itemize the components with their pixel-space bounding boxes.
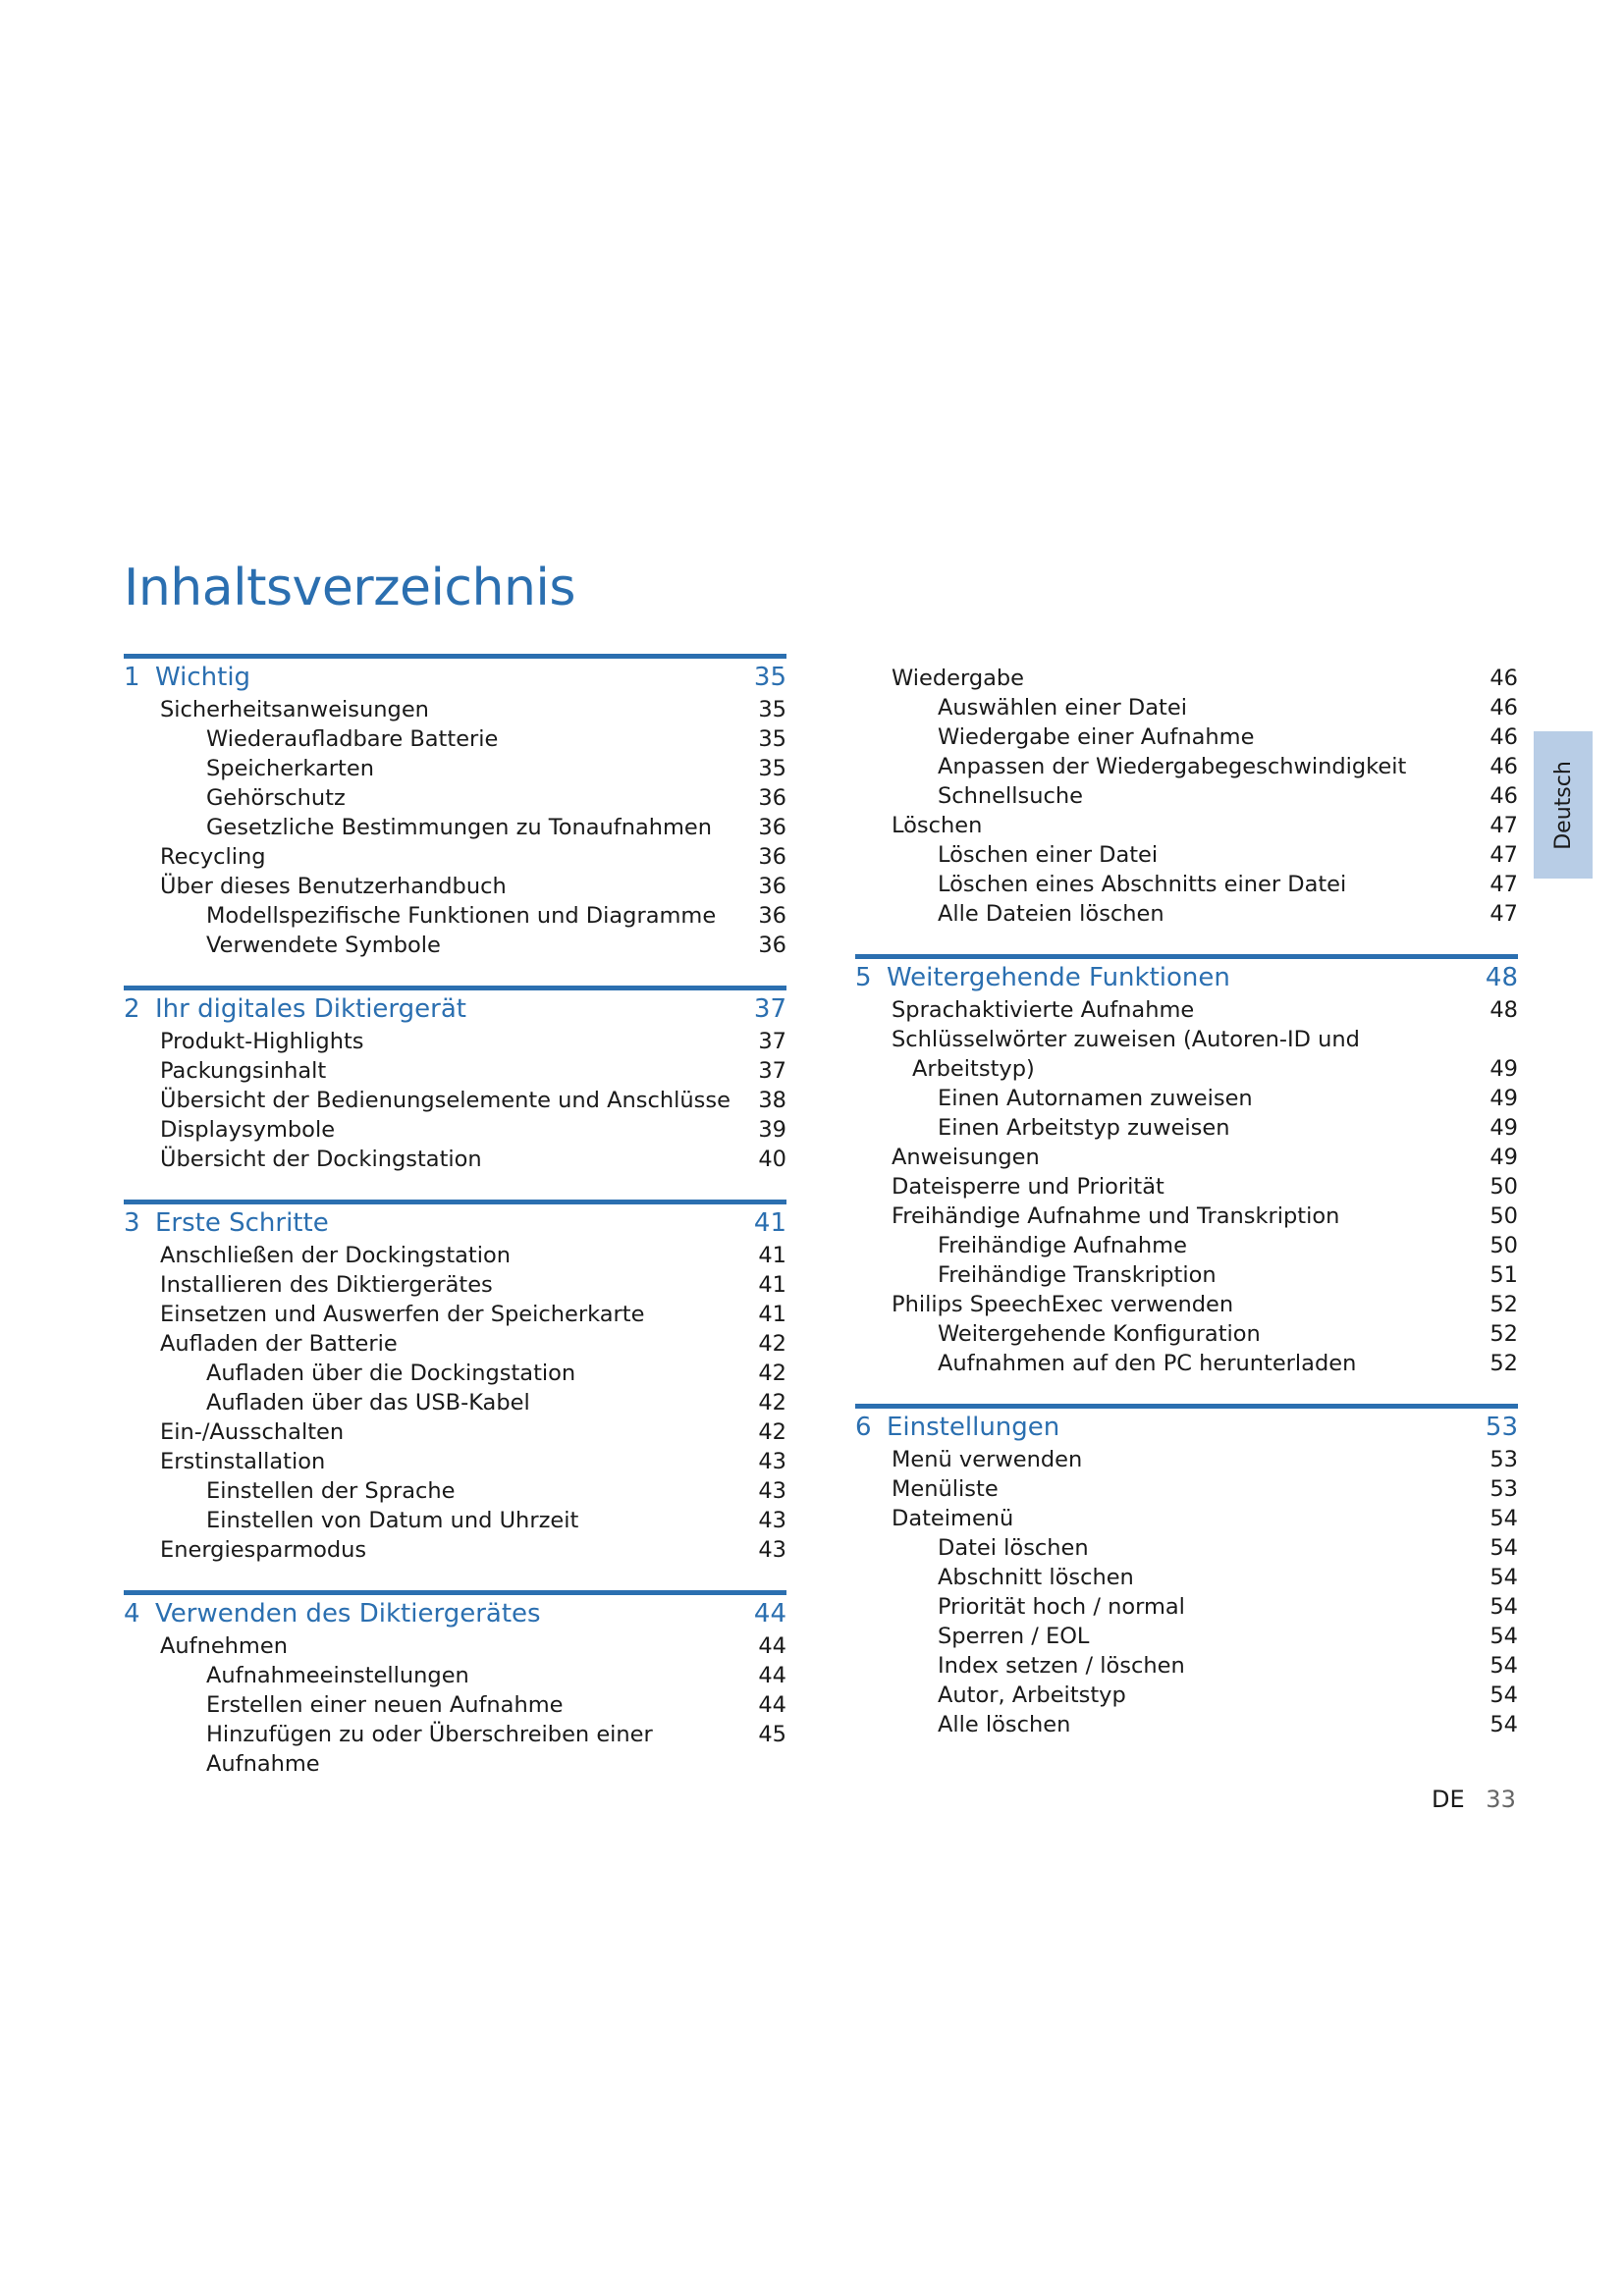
- toc-entry[interactable]: [124, 1329, 786, 1359]
- entry-title: Hinzufügen zu oder Überschreiben einer Aufnahme: [206, 1722, 653, 1777]
- toc-entry[interactable]: [855, 1651, 1518, 1681]
- section-heading: [855, 960, 1230, 995]
- section-heading: [124, 991, 466, 1027]
- entry-page-number: 36: [758, 844, 786, 870]
- section-page-number: 37: [753, 994, 786, 1024]
- entry-page-number: 43: [758, 1449, 786, 1474]
- entry-title: Freihändige Aufnahme: [938, 1233, 1187, 1258]
- toc-entry[interactable]: [124, 1359, 786, 1388]
- toc-entry[interactable]: [855, 664, 1518, 693]
- toc-entry[interactable]: [124, 1447, 786, 1476]
- entry-page-number: 49: [1489, 1145, 1518, 1170]
- toc-right-column: [855, 664, 1518, 1765]
- toc-section: [124, 654, 786, 960]
- entry-page-number: 44: [758, 1663, 786, 1688]
- entry-page-number: 49: [1489, 1086, 1518, 1111]
- toc-left-column: [124, 654, 786, 1804]
- toc-entry[interactable]: [124, 783, 786, 813]
- entry-page-number: 46: [1489, 666, 1518, 691]
- entry-title: Energiesparmodus: [160, 1537, 367, 1563]
- toc-entry[interactable]: [855, 1622, 1518, 1651]
- entry-page-number: 42: [758, 1419, 786, 1445]
- toc-entry[interactable]: [124, 1241, 786, 1270]
- section-heading: [124, 660, 250, 695]
- toc-entry[interactable]: [855, 899, 1518, 929]
- entry-title: Menü verwenden: [892, 1447, 1083, 1472]
- section-title: Verwenden des Diktiergerätes: [155, 1599, 541, 1629]
- entry-page-number: 35: [758, 756, 786, 781]
- entry-page-number: 46: [1489, 695, 1518, 721]
- entry-page-number: 36: [758, 785, 786, 811]
- section-heading: [124, 1596, 541, 1631]
- section-title: Erste Schritte: [155, 1208, 329, 1238]
- toc-entry[interactable]: [124, 1388, 786, 1417]
- entry-page-number: 54: [1489, 1594, 1518, 1620]
- section-number: 5: [855, 963, 872, 992]
- entry-page-number: 35: [758, 726, 786, 752]
- entry-page-number: 44: [758, 1692, 786, 1718]
- section-title: Einstellungen: [887, 1413, 1060, 1442]
- entry-title: Alle Dateien löschen: [938, 901, 1164, 927]
- section-title: Wichtig: [155, 663, 251, 692]
- entry-page-number: 53: [1489, 1447, 1518, 1472]
- toc-entry[interactable]: [855, 995, 1518, 1025]
- entry-page-number: 51: [1489, 1262, 1518, 1288]
- entry-title: Displaysymbole: [160, 1117, 336, 1143]
- section-title: Weitergehende Funktionen: [887, 963, 1230, 992]
- section-page-number: 35: [753, 663, 786, 692]
- entry-title: Sicherheitsanweisungen: [160, 697, 429, 722]
- entry-page-number: 36: [758, 903, 786, 929]
- toc-entry[interactable]: [124, 1027, 786, 1056]
- toc-entry[interactable]: [855, 1319, 1518, 1349]
- toc-entry[interactable]: [855, 1445, 1518, 1474]
- entry-page-number: 49: [1489, 1056, 1518, 1082]
- entry-title: Löschen eines Abschnitts einer Datei: [938, 872, 1347, 897]
- entry-page-number: 47: [1489, 813, 1518, 838]
- entry-title: Autor, Arbeitstyp: [938, 1682, 1126, 1708]
- toc-entry[interactable]: [855, 1113, 1518, 1143]
- entry-page-number: 52: [1489, 1321, 1518, 1347]
- entry-title: Auswählen einer Datei: [938, 695, 1187, 721]
- page-number: 33: [1486, 1786, 1516, 1813]
- entry-page-number: 54: [1489, 1624, 1518, 1649]
- entry-page-number: 50: [1489, 1203, 1518, 1229]
- entry-title: Aufladen über das USB-Kabel: [206, 1390, 530, 1415]
- toc-entry[interactable]: [855, 1710, 1518, 1739]
- entry-title: Dateimenü: [892, 1506, 1014, 1531]
- section-header[interactable]: [124, 1590, 786, 1631]
- entry-page-number: 47: [1489, 901, 1518, 927]
- toc-entry[interactable]: [124, 724, 786, 754]
- entry-title: Priorität hoch / normal: [938, 1594, 1185, 1620]
- toc-entry[interactable]: [124, 1300, 786, 1329]
- entry-title: Recycling: [160, 844, 266, 870]
- toc-entry[interactable]: [124, 1535, 786, 1565]
- entry-page-number: 46: [1489, 754, 1518, 779]
- section-number: 2: [124, 994, 140, 1024]
- toc-entry[interactable]: [855, 870, 1518, 899]
- entry-page-number: 36: [758, 933, 786, 958]
- toc-entry[interactable]: [124, 1417, 786, 1447]
- toc-entry[interactable]: [855, 1592, 1518, 1622]
- entry-title: Sprachaktivierte Aufnahme: [892, 997, 1195, 1023]
- toc-entry[interactable]: [124, 1506, 786, 1535]
- toc-entry[interactable]: [855, 1290, 1518, 1319]
- entry-title: Dateisperre und Priorität: [892, 1174, 1164, 1200]
- entry-page-number: 41: [758, 1243, 786, 1268]
- section-page-number: 48: [1485, 963, 1518, 992]
- entry-title: Einen Autornamen zuweisen: [938, 1086, 1253, 1111]
- entry-page-number: 52: [1489, 1292, 1518, 1317]
- section-title: Ihr digitales Diktiergerät: [155, 994, 466, 1024]
- toc-entry[interactable]: [124, 813, 786, 842]
- toc-entry[interactable]: [124, 1661, 786, 1690]
- entry-page-number: 39: [758, 1117, 786, 1143]
- entry-title: Menüliste: [892, 1476, 999, 1502]
- entry-title: Erstinstallation: [160, 1449, 326, 1474]
- toc-entry[interactable]: [855, 722, 1518, 752]
- toc-entry[interactable]: [855, 1349, 1518, 1378]
- entry-page-number: 46: [1489, 724, 1518, 750]
- toc-entry[interactable]: [124, 754, 786, 783]
- entry-title: Packungsinhalt: [160, 1058, 327, 1084]
- entry-page-number: 49: [1489, 1115, 1518, 1141]
- entry-title: Einstellen von Datum und Uhrzeit: [206, 1508, 579, 1533]
- entry-title: Aufnahmen auf den PC herunterladen: [938, 1351, 1357, 1376]
- toc-entry[interactable]: [855, 1084, 1518, 1113]
- entry-page-number: 54: [1489, 1682, 1518, 1708]
- toc-entry[interactable]: [855, 1054, 1518, 1084]
- page-footer: [1432, 1786, 1516, 1813]
- entry-title: Gehörschutz: [206, 785, 346, 811]
- section-header[interactable]: [124, 1200, 786, 1241]
- toc-entry[interactable]: [855, 1231, 1518, 1260]
- entry-page-number: 54: [1489, 1653, 1518, 1679]
- entry-title: Gesetzliche Bestimmungen zu Tonaufnahmen: [206, 815, 713, 840]
- section-heading: [124, 1205, 329, 1241]
- footer-language: DE: [1432, 1786, 1465, 1813]
- entry-page-number: 40: [758, 1147, 786, 1172]
- toc-entry[interactable]: [855, 693, 1518, 722]
- toc-entry[interactable]: [855, 811, 1518, 840]
- section-header[interactable]: [124, 654, 786, 695]
- section-page-number: 53: [1485, 1413, 1518, 1442]
- entry-page-number: 38: [758, 1088, 786, 1113]
- entry-title: Anschließen der Dockingstation: [160, 1243, 512, 1268]
- toc-section: [855, 664, 1518, 929]
- entry-title: Einen Arbeitstyp zuweisen: [938, 1115, 1230, 1141]
- toc-entry[interactable]: [124, 1270, 786, 1300]
- toc-section: [124, 1590, 786, 1779]
- entry-page-number: 42: [758, 1390, 786, 1415]
- toc-entry[interactable]: [124, 1145, 786, 1174]
- entry-page-number: 50: [1489, 1174, 1518, 1200]
- section-page-number: 44: [753, 1599, 786, 1629]
- toc-section: [124, 986, 786, 1174]
- toc-entry[interactable]: [855, 840, 1518, 870]
- entry-page-number: 42: [758, 1361, 786, 1386]
- entry-title: Anweisungen: [892, 1145, 1040, 1170]
- entry-title: Produkt-Highlights: [160, 1029, 364, 1054]
- entry-page-number: 54: [1489, 1565, 1518, 1590]
- entry-page-number: [1487, 1025, 1518, 1054]
- toc-entry[interactable]: [855, 752, 1518, 781]
- entry-title: Aufladen der Batterie: [160, 1331, 398, 1357]
- section-header[interactable]: [855, 954, 1518, 995]
- toc-entry[interactable]: [855, 1504, 1518, 1533]
- toc-entry[interactable]: [124, 931, 786, 960]
- toc-entry[interactable]: [124, 901, 786, 931]
- entry-page-number: 46: [1489, 783, 1518, 809]
- entry-title: Index setzen / löschen: [938, 1653, 1185, 1679]
- entry-title: Übersicht der Bedienungselemente und Anschlüsse: [160, 1088, 731, 1113]
- entry-title: Löschen einer Datei: [938, 842, 1159, 868]
- entry-title: Installieren des Diktiergerätes: [160, 1272, 493, 1298]
- toc-entry[interactable]: [855, 1474, 1518, 1504]
- section-number: 4: [124, 1599, 140, 1629]
- entry-title: Über dieses Benutzerhandbuch: [160, 874, 507, 899]
- section-number: 1: [124, 663, 140, 692]
- entry-title: Aufnahmeeinstellungen: [206, 1663, 469, 1688]
- entry-page-number: 37: [758, 1029, 786, 1054]
- entry-page-number: 54: [1489, 1506, 1518, 1531]
- entry-page-number: 44: [758, 1633, 786, 1659]
- toc-entry[interactable]: [855, 1025, 1518, 1054]
- entry-title: Anpassen der Wiedergabegeschwindigkeit: [938, 754, 1407, 779]
- entry-page-number: 54: [1489, 1712, 1518, 1737]
- entry-title: Erstellen einer neuen Aufnahme: [206, 1692, 564, 1718]
- entry-page-number: 47: [1489, 872, 1518, 897]
- entry-page-number: 45: [758, 1722, 786, 1747]
- toc-entry[interactable]: [855, 1172, 1518, 1201]
- toc-entry[interactable]: [124, 1056, 786, 1086]
- toc-section: [124, 1200, 786, 1565]
- toc-section: [855, 954, 1518, 1378]
- entry-page-number: 52: [1489, 1351, 1518, 1376]
- entry-title: Schlüsselwörter zuweisen (Autoren-ID und: [892, 1027, 1360, 1052]
- entry-page-number: 48: [1489, 997, 1518, 1023]
- entry-title: Ein-/Ausschalten: [160, 1419, 345, 1445]
- toc-section: [855, 1404, 1518, 1739]
- toc-entry[interactable]: [855, 1201, 1518, 1231]
- toc-entry[interactable]: [124, 1115, 786, 1145]
- entry-page-number: 43: [758, 1537, 786, 1563]
- entry-title: Löschen: [892, 813, 983, 838]
- entry-title: Aufladen über die Dockingstation: [206, 1361, 576, 1386]
- entry-title: Freihändige Transkription: [938, 1262, 1217, 1288]
- entry-title: Wiederaufladbare Batterie: [206, 726, 499, 752]
- entry-title: Modellspezifische Funktionen und Diagramme: [206, 903, 717, 929]
- section-number: 6: [855, 1413, 872, 1442]
- toc-entry[interactable]: [124, 1690, 786, 1720]
- toc-entry[interactable]: [855, 1143, 1518, 1172]
- toc-entry[interactable]: [855, 1681, 1518, 1710]
- entry-page-number: 53: [1489, 1476, 1518, 1502]
- entry-title: Weitergehende Konfiguration: [938, 1321, 1261, 1347]
- entry-title: Aufnehmen: [160, 1633, 288, 1659]
- toc-entry[interactable]: [124, 842, 786, 872]
- entry-title: Sperren / EOL: [938, 1624, 1090, 1649]
- section-heading: [855, 1410, 1059, 1445]
- entry-page-number: 43: [758, 1508, 786, 1533]
- entry-page-number: 41: [758, 1272, 786, 1298]
- entry-title: Arbeitstyp): [912, 1056, 1035, 1082]
- toc-entry[interactable]: [855, 1563, 1518, 1592]
- entry-title: Wiedergabe: [892, 666, 1025, 691]
- entry-page-number: 43: [758, 1478, 786, 1504]
- entry-page-number: 36: [758, 874, 786, 899]
- language-side-tab: [1534, 731, 1593, 879]
- section-number: 3: [124, 1208, 140, 1238]
- entry-title: Wiedergabe einer Aufnahme: [938, 724, 1255, 750]
- entry-page-number: 35: [758, 697, 786, 722]
- toc-entry[interactable]: [124, 1086, 786, 1115]
- entry-page-number: 54: [1489, 1535, 1518, 1561]
- entry-title: Philips SpeechExec verwenden: [892, 1292, 1234, 1317]
- entry-page-number: 41: [758, 1302, 786, 1327]
- entry-page-number: 37: [758, 1058, 786, 1084]
- entry-title: Einsetzen und Auswerfen der Speicherkarte: [160, 1302, 645, 1327]
- toc-entry[interactable]: [855, 781, 1518, 811]
- entry-title: Verwendete Symbole: [206, 933, 441, 958]
- entry-page-number: 50: [1489, 1233, 1518, 1258]
- entry-title: Einstellen der Sprache: [206, 1478, 456, 1504]
- page-title: Inhaltsverzeichnis: [124, 559, 575, 617]
- toc-entry[interactable]: [124, 872, 786, 901]
- section-header[interactable]: [124, 986, 786, 1027]
- toc-entry[interactable]: [124, 1631, 786, 1661]
- entry-title: Übersicht der Dockingstation: [160, 1147, 482, 1172]
- entry-page-number: 47: [1489, 842, 1518, 868]
- entry-title: Datei löschen: [938, 1535, 1089, 1561]
- entry-title: Alle löschen: [938, 1712, 1071, 1737]
- toc-entry[interactable]: [124, 1720, 786, 1779]
- section-header[interactable]: [855, 1404, 1518, 1445]
- entry-page-number: 36: [758, 815, 786, 840]
- entry-page-number: 42: [758, 1331, 786, 1357]
- toc-entry[interactable]: [124, 695, 786, 724]
- toc-entry[interactable]: [855, 1533, 1518, 1563]
- language-tab-label: Deutsch: [1550, 760, 1576, 850]
- section-page-number: 41: [753, 1208, 786, 1238]
- entry-title: Freihändige Aufnahme und Transkription: [892, 1203, 1340, 1229]
- entry-title: Schnellsuche: [938, 783, 1083, 809]
- toc-entry[interactable]: [855, 1260, 1518, 1290]
- toc-entry[interactable]: [124, 1476, 786, 1506]
- entry-title: Speicherkarten: [206, 756, 374, 781]
- entry-title: Abschnitt löschen: [938, 1565, 1134, 1590]
